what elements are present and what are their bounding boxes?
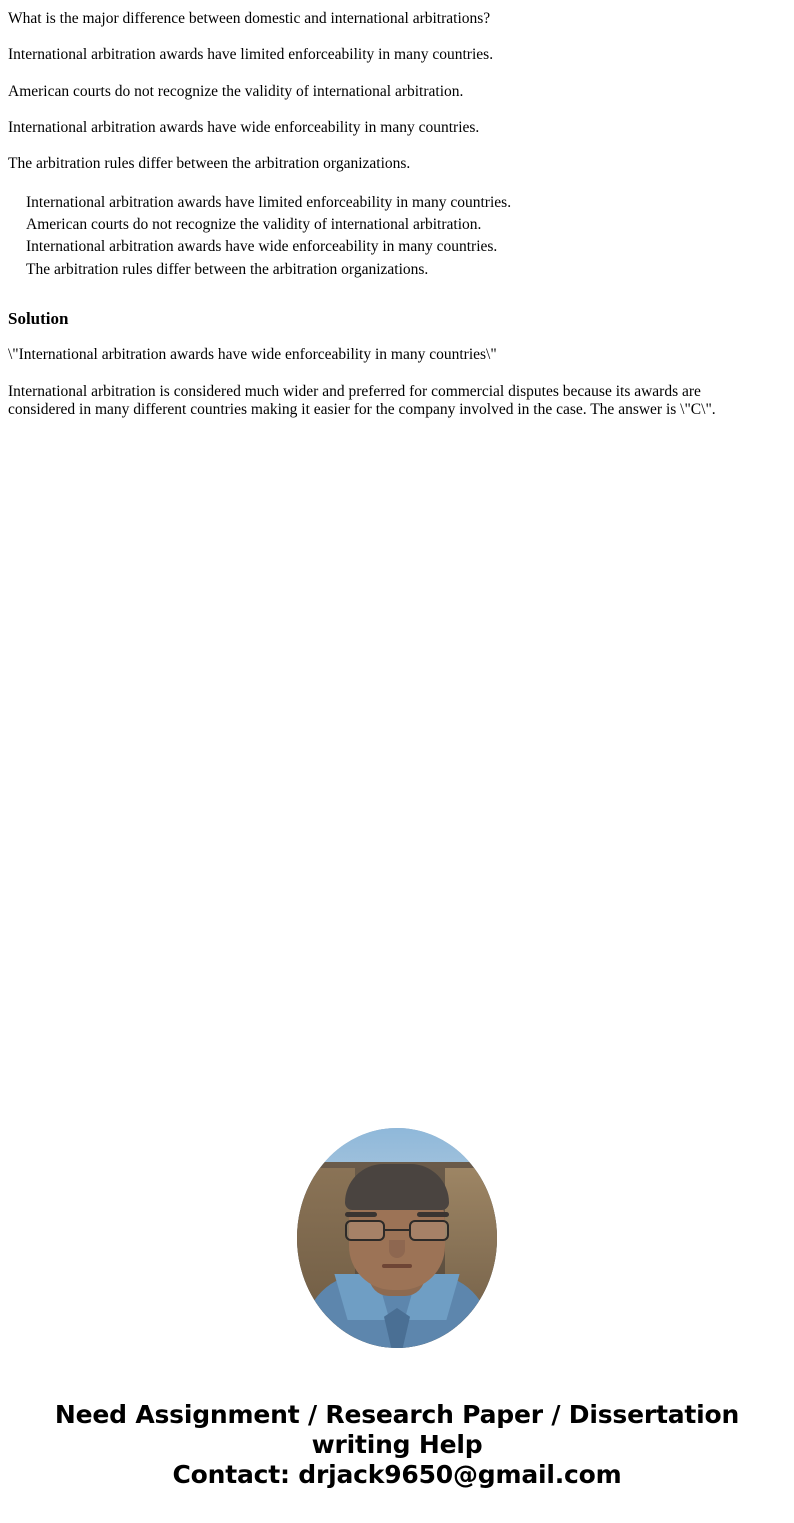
footer (0, 1128, 794, 1490)
solution-heading: Solution (8, 309, 69, 329)
answer-choice-list (8, 192, 786, 281)
avatar-eyebrow-right (417, 1212, 449, 1217)
avatar-lens-right (409, 1220, 449, 1241)
list-item[interactable]: American courts do not recognize the validity of international arbitration. (26, 216, 482, 234)
statement-2: American courts do not recognize the validity of international arbitration. (8, 82, 464, 100)
list-item[interactable]: International arbitration awards have wide enforceability in many countries. (26, 238, 498, 256)
list-item[interactable]: The arbitration rules differ between the arbitration organizations. (26, 260, 429, 278)
list-item[interactable]: International arbitration awards have limited enforceability in many countries. (26, 193, 512, 211)
statement-4: The arbitration rules differ between the arbitration organizations. (8, 155, 411, 173)
avatar-mouth (382, 1264, 412, 1268)
avatar-hair (345, 1164, 449, 1210)
cta-line-1: Need Assignment / Research Paper / Dissertation (54, 1400, 740, 1429)
cta-contact: Contact: drjack9650@gmail.com (172, 1460, 622, 1489)
avatar-eyebrow-left (345, 1212, 377, 1217)
question-prompt: What is the major difference between domestic and international arbitrations? (8, 10, 491, 27)
cta-text (0, 1400, 794, 1490)
avatar (297, 1128, 497, 1348)
solution-answer: \"International arbitration awards have wide enforceability in many countries\" (8, 346, 497, 364)
avatar-glasses-bridge (385, 1229, 409, 1231)
cta-line-2: writing Help (311, 1430, 483, 1459)
avatar-wrapper (0, 1128, 794, 1348)
avatar-lens-left (345, 1220, 385, 1241)
statement-1: International arbitration awards have limited enforceability in many countries. (8, 46, 494, 64)
statement-3: International arbitration awards have wide enforceability in many countries. (8, 119, 480, 137)
solution-explanation: International arbitration is considered much wider and preferred for commercial disputes because its awards are considered in many different countries making it easier for the company involved in the case. The answer is \"C\". (8, 382, 716, 419)
glasses-icon (345, 1220, 449, 1242)
avatar-nose (389, 1240, 405, 1258)
